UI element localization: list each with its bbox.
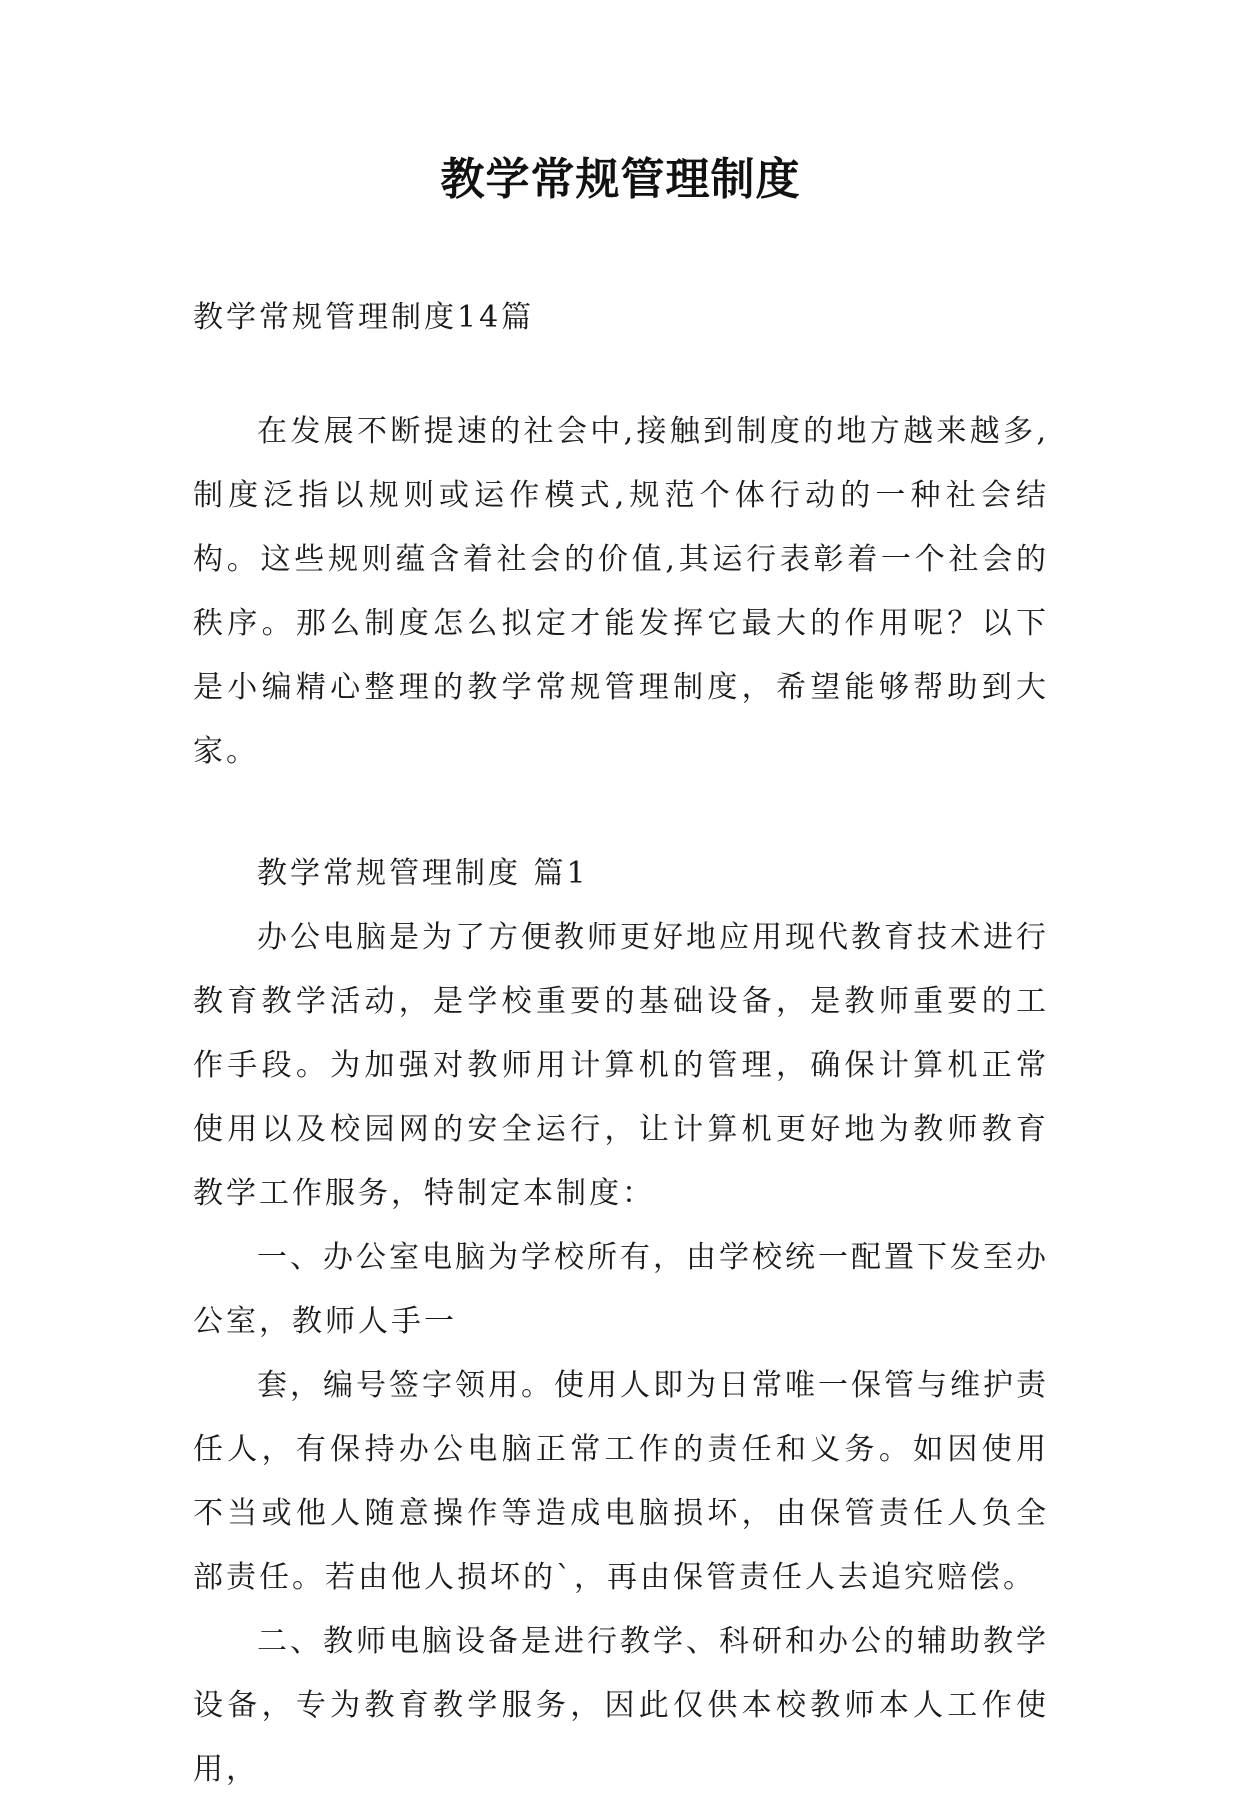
document-body	[193, 286, 1049, 1802]
document-title: 教学常规管理制度	[440, 154, 801, 205]
body-paragraph: 套，编号签字领用。使用人即为日常唯一保管与维护责任人，有保持办公电脑正常工作的责任和义务。如因使用不当或他人随意操作等造成电脑损坏，由保管责任人负全部责任。若由他人损坏的`，再由保管责任人去追究赔偿。	[193, 1368, 1049, 1595]
document-subtitle: 教学常规管理制度14篇	[193, 300, 535, 335]
body-paragraph: 办公电脑是为了方便教师更好地应用现代教育技术进行教育教学活动，是学校重要的基础设备，是教师重要的工作手段。为加强对教师用计算机的管理，确保计算机正常使用以及校园网的安全运行，让计算机更好地为教师教育教学工作服务，特制定本制度：	[193, 920, 1049, 1211]
section-heading: 教学常规管理制度 篇1	[257, 856, 589, 891]
intro-paragraph: 在发展不断提速的社会中,接触到制度的地方越来越多,制度泛指以规则或运作模式,规范个体行动的一种社会结构。这些规则蕴含着社会的价值,其运行表彰着一个社会的秩序。那么制度怎么拟定才能发挥它最大的作用呢？以下是小编精心整理的教学常规管理制度，希望能够帮助到大家。	[193, 414, 1049, 769]
body-paragraph: 二、教师电脑设备是进行教学、科研和办公的辅助教学设备，专为教育教学服务，因此仅供本校教师本人工作使用，	[193, 1624, 1049, 1787]
body-paragraph: 一、办公室电脑为学校所有，由学校统一配置下发至办公室，教师人手一	[193, 1240, 1049, 1339]
